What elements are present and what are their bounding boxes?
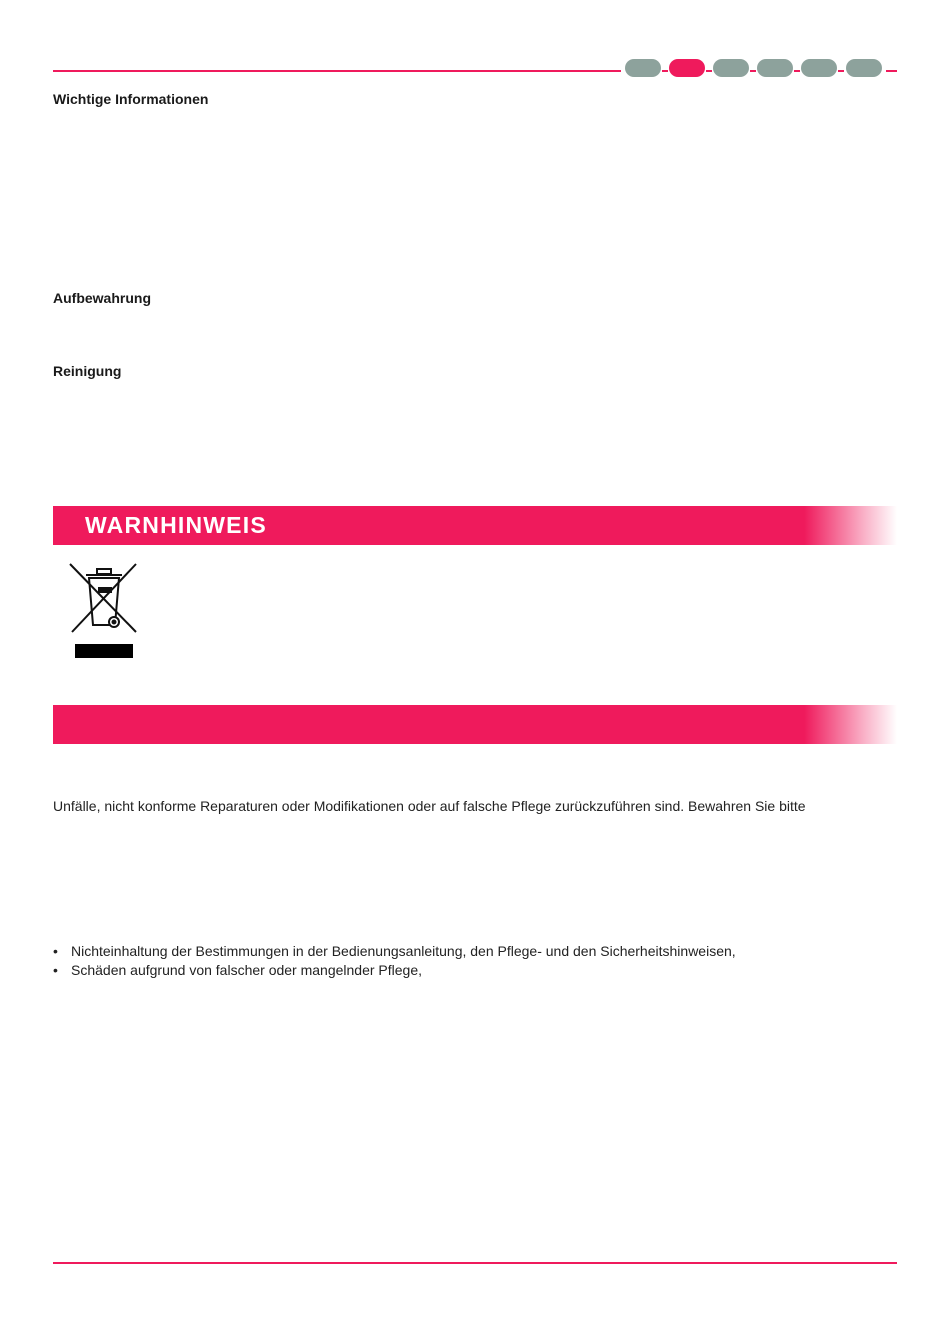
progress-connector (886, 70, 897, 72)
footer-rule (53, 1262, 897, 1264)
progress-connector (706, 70, 712, 72)
list-item-text: Schäden aufgrund von falscher oder mangelnder Pflege, (71, 962, 423, 978)
progress-step-1 (625, 59, 661, 77)
list-item (53, 943, 736, 959)
progress-step-5 (801, 59, 837, 77)
section-banner (53, 705, 897, 744)
bullet-icon: • (53, 943, 58, 959)
header-rule (53, 70, 621, 72)
progress-connector (838, 70, 844, 72)
warning-banner-title: WARNHINWEIS (85, 512, 267, 538)
progress-step-3 (713, 59, 749, 77)
crossed-out-wheelie-bin-icon (68, 562, 140, 660)
heading-storage: Aufbewahrung (53, 290, 151, 306)
list-item (53, 962, 422, 978)
progress-connector (794, 70, 800, 72)
progress-step-4 (757, 59, 793, 77)
progress-connector (750, 70, 756, 72)
warning-banner (53, 506, 897, 545)
progress-step-2-active (669, 59, 705, 77)
list-item-text: Nichteinhaltung der Bestimmungen in der Bedienungsanleitung, den Pflege- und den Sicherheitshinweisen, (71, 943, 736, 959)
progress-connector (662, 70, 668, 72)
body-paragraph-line: Unfälle, nicht konforme Reparaturen oder Modifikationen oder auf falsche Pflege zurückzuführen sind. Bewahren Sie bitte (53, 798, 806, 814)
bullet-icon: • (53, 962, 58, 978)
heading-important-info: Wichtige Informationen (53, 91, 209, 107)
progress-step-6 (846, 59, 882, 77)
heading-cleaning: Reinigung (53, 363, 122, 379)
